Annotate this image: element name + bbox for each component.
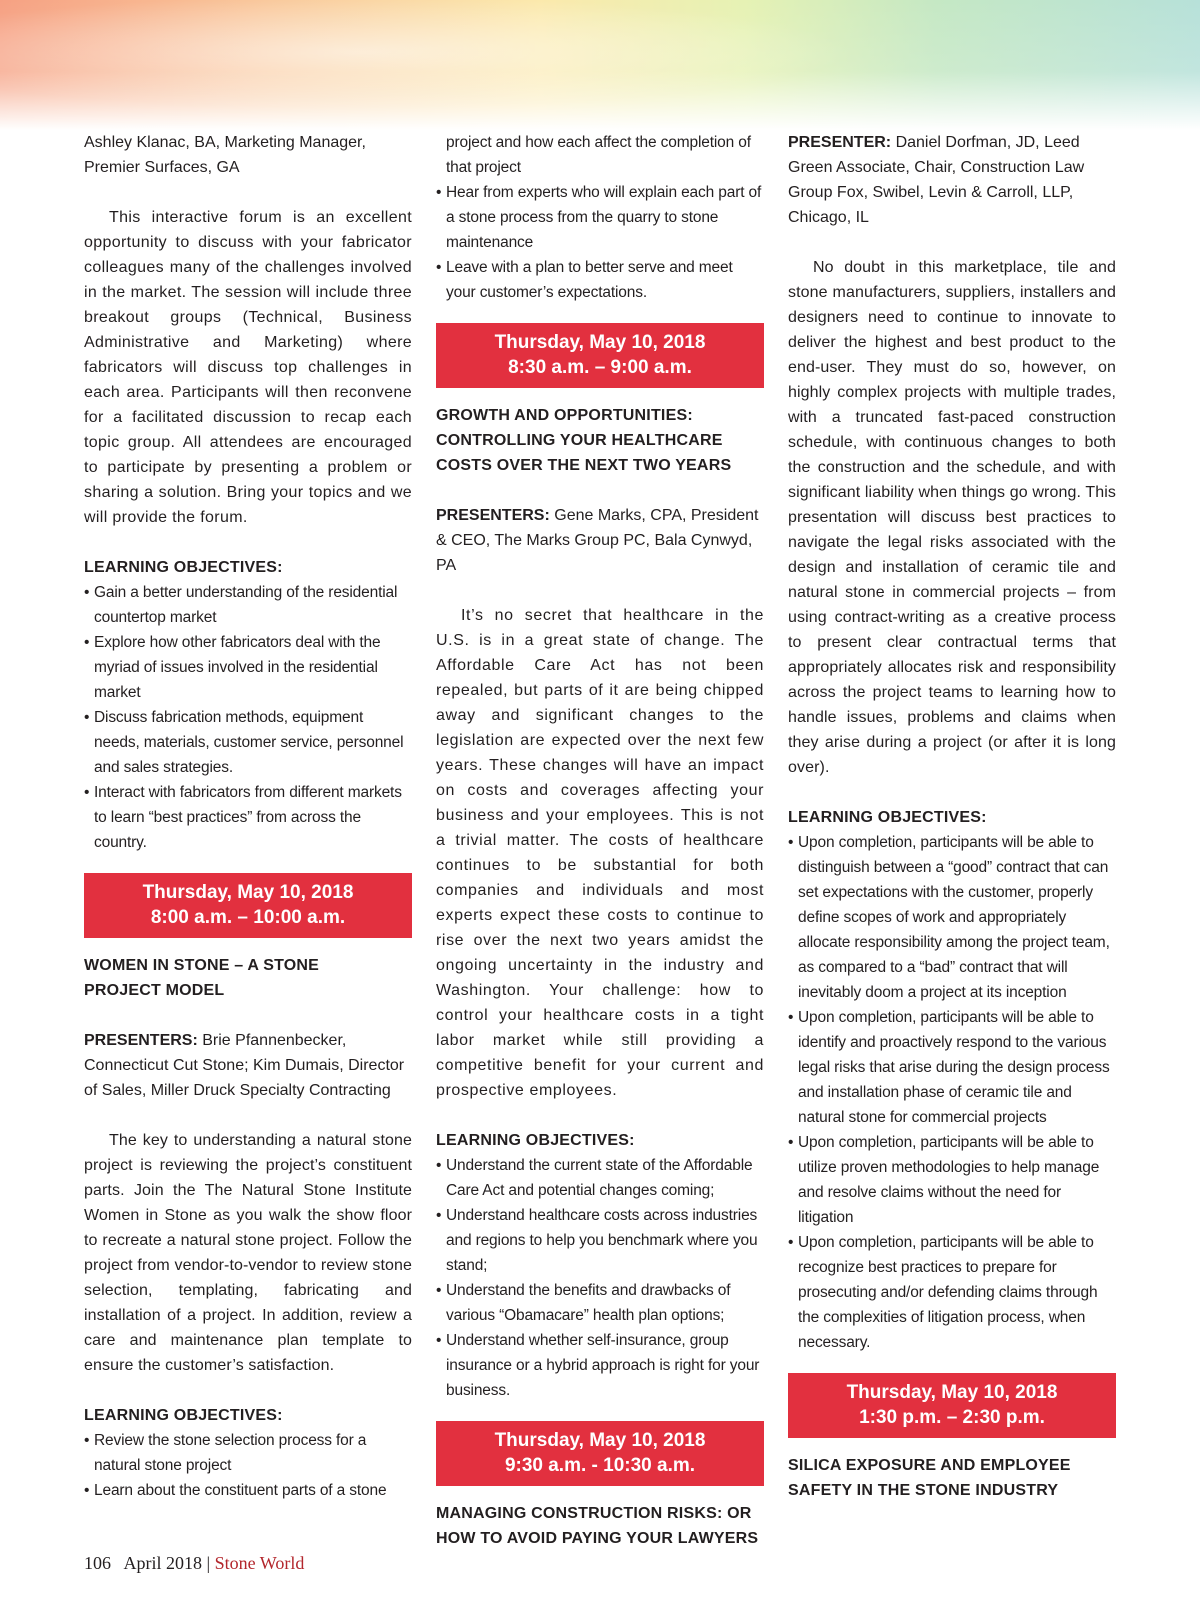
objectives-heading: LEARNING OBJECTIVES:	[436, 1132, 635, 1149]
page-number: 106	[84, 1553, 111, 1573]
list-item: • Upon completion, participants will be able to identify and proactively respond to the various legal risks that arise during the design process and installation phase of ceramic tile and natural stone for commercial projects	[788, 1005, 1116, 1130]
list-item: • Review the stone selection process for a natural stone project	[84, 1428, 412, 1478]
session-description: No doubt in this marketplace, tile and stone manufacturers, suppliers, installers and designers need to continue to innovate to deliver the highest and best product to the end-user. They must do so, however, on highly complex projects with multiple trades, with a truncated fast-paced construction schedule, with continuous changes to both the construction and the schedule, and with significant liability when things go wrong. This presentation will discuss best practices to navigate the legal risks associated with the design and installation of ceramic tile and natural stone in commercial projects – from using contract-writing as a creative process to present clear contractual terms that appropriately allocates risk and responsibility across the project teams to learning how to handle issues, problems and claims when they arise during a project (or after it is long over).	[788, 259, 1116, 776]
objectives-heading: LEARNING OBJECTIVES:	[84, 1407, 283, 1424]
objectives-list	[436, 1153, 764, 1403]
list-item: • Understand whether self-insurance, group insurance or a hybrid approach is right for your business.	[436, 1328, 764, 1403]
list-item: • Learn about the constituent parts of a stone	[84, 1478, 412, 1503]
presenters-names: Daniel Dorfman, JD, Leed Green Associate, Chair, Construction Law Group Fox, Swibel, Levin & Carroll, LLP, Chicago, IL	[788, 134, 1085, 226]
session-description: It’s no secret that healthcare in the U.S. is in a great state of change. The Affordable Care Act has not been repealed, but parts of it are being chipped away and significant changes to the legislation are expected over the next few years. These changes will have an impact on costs and coverages affecting your business and your employees. This is not a trivial matter. The costs of healthcare continues to be substantial for both companies and individuals and most experts expect these costs to continue to rise over the next two years amidst the ongoing uncertainty in the industry and Washington. Your challenge: how to control your healthcare costs in a tight labor market while still providing a competitive benefit for your current and prospective employees.	[436, 607, 764, 1099]
session-time: 1:30 p.m. – 2:30 p.m.	[859, 1407, 1045, 1428]
byline-line-2: Premier Surfaces, GA	[84, 159, 240, 176]
session-date: Thursday, May 10, 2018	[494, 332, 706, 353]
header-color-highlight	[0, 0, 1200, 130]
session-title-line: SAFETY IN THE STONE INDUSTRY	[788, 1482, 1059, 1499]
session-title-line: GROWTH AND OPPORTUNITIES:	[436, 407, 693, 424]
presenters	[788, 130, 1116, 230]
publication-name: Stone World	[214, 1553, 305, 1573]
session-time: 8:30 a.m. – 9:00 a.m.	[508, 357, 692, 378]
session-date: Thursday, May 10, 2018	[494, 1430, 706, 1451]
presenters-names: Brie Pfannenbecker, Connecticut Cut Stone; Kim Dumais, Director of Sales, Miller Druck Specialty Contracting	[84, 1032, 405, 1099]
session-date-band	[436, 323, 764, 388]
session-date-band	[436, 1421, 764, 1486]
objectives-heading: LEARNING OBJECTIVES:	[84, 559, 283, 576]
list-item: • Leave with a plan to better serve and meet your customer’s expectations.	[436, 255, 764, 305]
objectives-heading: LEARNING OBJECTIVES:	[788, 809, 987, 826]
forum-description: This interactive forum is an excellent opportunity to discuss with your fabricator colleagues many of the challenges involved in the market. The session will include three breakout groups (Technical, Business Administrative and Marketing) where fabricators will discuss top challenges in each area. Participants will then reconvene for a facilitated discussion to recap each topic group. All attendees are encouraged to participate by presenting a problem or sharing a solution. Bring your topics and we will provide the forum.	[84, 209, 412, 526]
list-item: • Upon completion, participants will be able to recognize best practices to prepare for prosecuting and/or defending claims through the complexities of litigation process, when necessary.	[788, 1230, 1116, 1355]
list-item: • Upon completion, participants will be able to distinguish between a “good” contract that can set expectations with the customer, properly define scopes of work and appropriately allocate responsibility among the project team, as compared to a “bad” contract that will inevitably doom a project at its inception	[788, 830, 1116, 1005]
session-description: The key to understanding a natural stone project is reviewing the project’s constituent parts. Join the The Natural Stone Institute Women in Stone as you walk the show floor to recreate a natural stone project. Follow the project from vendor-to-vendor to review stone selection, templating, fabricating and installation of a project. In addition, review a care and maintenance plan template to ensure the customer’s satisfaction.	[84, 1132, 412, 1374]
session-date: Thursday, May 10, 2018	[142, 882, 354, 903]
column-middle	[436, 130, 764, 1551]
list-item: • Gain a better understanding of the residential countertop market	[84, 580, 412, 630]
session-title-line: COSTS OVER THE NEXT TWO YEARS	[436, 457, 732, 474]
list-item: • Understand the current state of the Affordable Care Act and potential changes coming;	[436, 1153, 764, 1203]
session-time: 8:00 a.m. – 10:00 a.m.	[150, 907, 346, 928]
list-item-continued: project and how each affect the completion of that project	[446, 134, 751, 176]
objectives-list-continued	[436, 130, 764, 305]
list-item: • Discuss fabrication methods, equipment needs, materials, customer service, personnel and sales strategies.	[84, 705, 412, 780]
presenters-label: PRESENTERS:	[84, 1032, 198, 1049]
list-item: • Hear from experts who will explain each part of a stone process from the quarry to stone maintenance	[436, 180, 764, 255]
session-title-line: HOW TO AVOID PAYING YOUR LAWYERS	[436, 1530, 759, 1547]
presenters	[84, 1028, 412, 1103]
column-right	[788, 130, 1116, 1503]
objectives-list	[84, 580, 412, 855]
list-item: • Understand healthcare costs across industries and regions to help you benchmark where you stand;	[436, 1203, 764, 1278]
list-item: • Understand the benefits and drawbacks of various “Obamacare” health plan options;	[436, 1278, 764, 1328]
presenters-label: PRESENTERS:	[436, 507, 550, 524]
session-title-line: PROJECT MODEL	[84, 982, 225, 999]
session-title-line: MANAGING CONSTRUCTION RISKS: OR	[436, 1505, 752, 1522]
session-date: Thursday, May 10, 2018	[846, 1382, 1058, 1403]
objectives-list	[84, 1428, 412, 1503]
byline-line-1: Ashley Klanac, BA, Marketing Manager,	[84, 134, 366, 151]
list-item: • Upon completion, participants will be able to utilize proven methodologies to help manage and resolve claims without the need for litigation	[788, 1130, 1116, 1230]
session-title-line: CONTROLLING YOUR HEALTHCARE	[436, 432, 723, 449]
column-left	[84, 130, 412, 1503]
issue-date: April 2018	[123, 1553, 203, 1573]
list-item: • Interact with fabricators from different markets to learn “best practices” from across the country.	[84, 780, 412, 855]
presenters-label: PRESENTER:	[788, 134, 892, 151]
presenters-names: Gene Marks, CPA, President & CEO, The Marks Group PC, Bala Cynwyd, PA	[436, 507, 759, 574]
session-date-band	[788, 1373, 1116, 1438]
list-item: • Explore how other fabricators deal with the myriad of issues involved in the residential market	[84, 630, 412, 705]
session-time: 9:30 a.m. - 10:30 a.m.	[504, 1455, 696, 1476]
presenters	[436, 503, 764, 578]
footer-separator: |	[206, 1553, 211, 1573]
session-title-line: WOMEN IN STONE – A STONE	[84, 957, 320, 974]
objectives-list	[788, 830, 1116, 1355]
session-title-line: SILICA EXPOSURE AND EMPLOYEE	[788, 1457, 1071, 1474]
page-footer	[84, 1553, 304, 1574]
session-date-band	[84, 873, 412, 938]
